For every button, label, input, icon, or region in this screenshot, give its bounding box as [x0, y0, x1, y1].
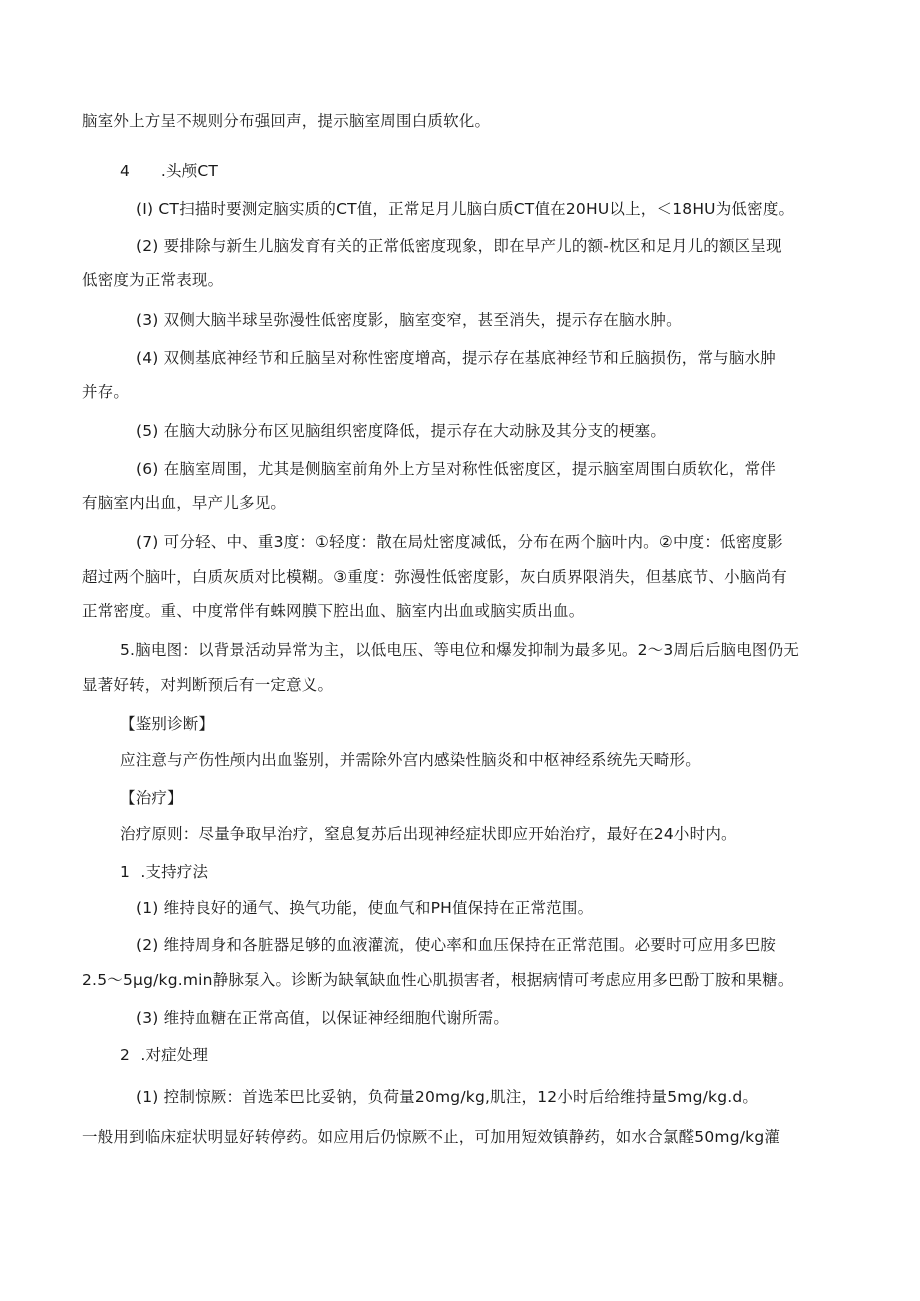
- text-line: 应注意与产伤性颅内出血鉴别，并需除外宫内感染性脑炎和中枢神经系统先天畸形。: [120, 751, 701, 769]
- text-line: (1) 维持良好的通气、换气功能，使血气和PH值保持在正常范围。: [136, 899, 594, 917]
- text-line: (I) CT扫描时要测定脑实质的CT值，正常足月儿脑白质CT值在20HU以上，＜18HU为低密度。: [136, 200, 795, 218]
- text-line: 治疗原则：尽量争取早治疗，窒息复苏后出现神经症状即应开始治疗，最好在24小时内。: [120, 825, 737, 843]
- section-heading-symptomatic-treatment: 2 .对症处理: [120, 1046, 209, 1064]
- text-line: (6) 在脑室周围，尤其是侧脑室前角外上方呈对称性低密度区，提示脑室周围白质软化，常伴: [136, 460, 776, 478]
- section-heading-head-ct: 4 .头颅CT: [120, 162, 219, 180]
- text-line: 正常密度。重、中度常伴有蛛网膜下腔出血、脑室内出血或脑实质出血。: [82, 602, 585, 620]
- text-line: (4) 双侧基底神经节和丘脑呈对称性密度增高，提示存在基底神经节和丘脑损伤，常与脑水肿: [136, 349, 776, 367]
- text-line: (2) 维持周身和各脏器足够的血液灌流，使心率和血压保持在正常范围。必要时可应用多巴胺: [136, 936, 776, 954]
- text-line: (5) 在脑大动脉分布区见脑组织密度降低，提示存在大动脉及其分支的梗塞。: [136, 422, 667, 440]
- text-line: 并存。: [82, 383, 130, 401]
- text-line: (2) 要排除与新生儿脑发育有关的正常低密度现象，即在早产儿的额-枕区和足月儿的额区呈现: [136, 237, 782, 255]
- text-line: 有脑室内出血，早产儿多见。: [82, 494, 287, 512]
- text-line: (7) 可分轻、中、重3度：①轻度：散在局灶密度减低，分布在两个脑叶内。②中度：低密度影: [136, 533, 783, 551]
- text-line: (3) 维持血糖在正常高值，以保证神经细胞代谢所需。: [136, 1009, 510, 1027]
- text-line: (1) 控制惊厥：首选苯巴比妥钠，负荷量20mg/kg,肌注，12小时后给维持量5mg/kg.d。: [136, 1088, 759, 1106]
- text-line: 一般用到临床症状明显好转停药。如应用后仍惊厥不止，可加用短效镇静药，如水合氯醛50mg/kg灌: [82, 1128, 781, 1146]
- text-line: 脑室外上方呈不规则分布强回声，提示脑室周围白质软化。: [82, 112, 491, 130]
- section-heading-supportive-therapy: 1 .支持疗法: [120, 863, 209, 881]
- text-line: 显著好转，对判断预后有一定意义。: [82, 676, 334, 694]
- text-line: 低密度为正常表现。: [82, 271, 224, 289]
- text-line: 5.脑电图：以背景活动异常为主，以低电压、等电位和爆发抑制为最多见。2～3周后后脑电图仍无: [120, 641, 800, 659]
- text-line: (3) 双侧大脑半球呈弥漫性低密度影，脑室变窄，甚至消失，提示存在脑水肿。: [136, 311, 682, 329]
- text-line: 2.5～5μg/kg.min静脉泵入。诊断为缺氧缺血性心肌损害者，根据病情可考虑应用多巴酚丁胺和果糖。: [82, 971, 794, 989]
- section-heading-treatment: 【治疗】: [120, 789, 183, 807]
- section-heading-differential-diagnosis: 【鉴别诊断】: [120, 715, 215, 733]
- text-line: 超过两个脑叶，白质灰质对比模糊。③重度：弥漫性低密度影，灰白质界限消失，但基底节、小脑尚有: [82, 568, 787, 586]
